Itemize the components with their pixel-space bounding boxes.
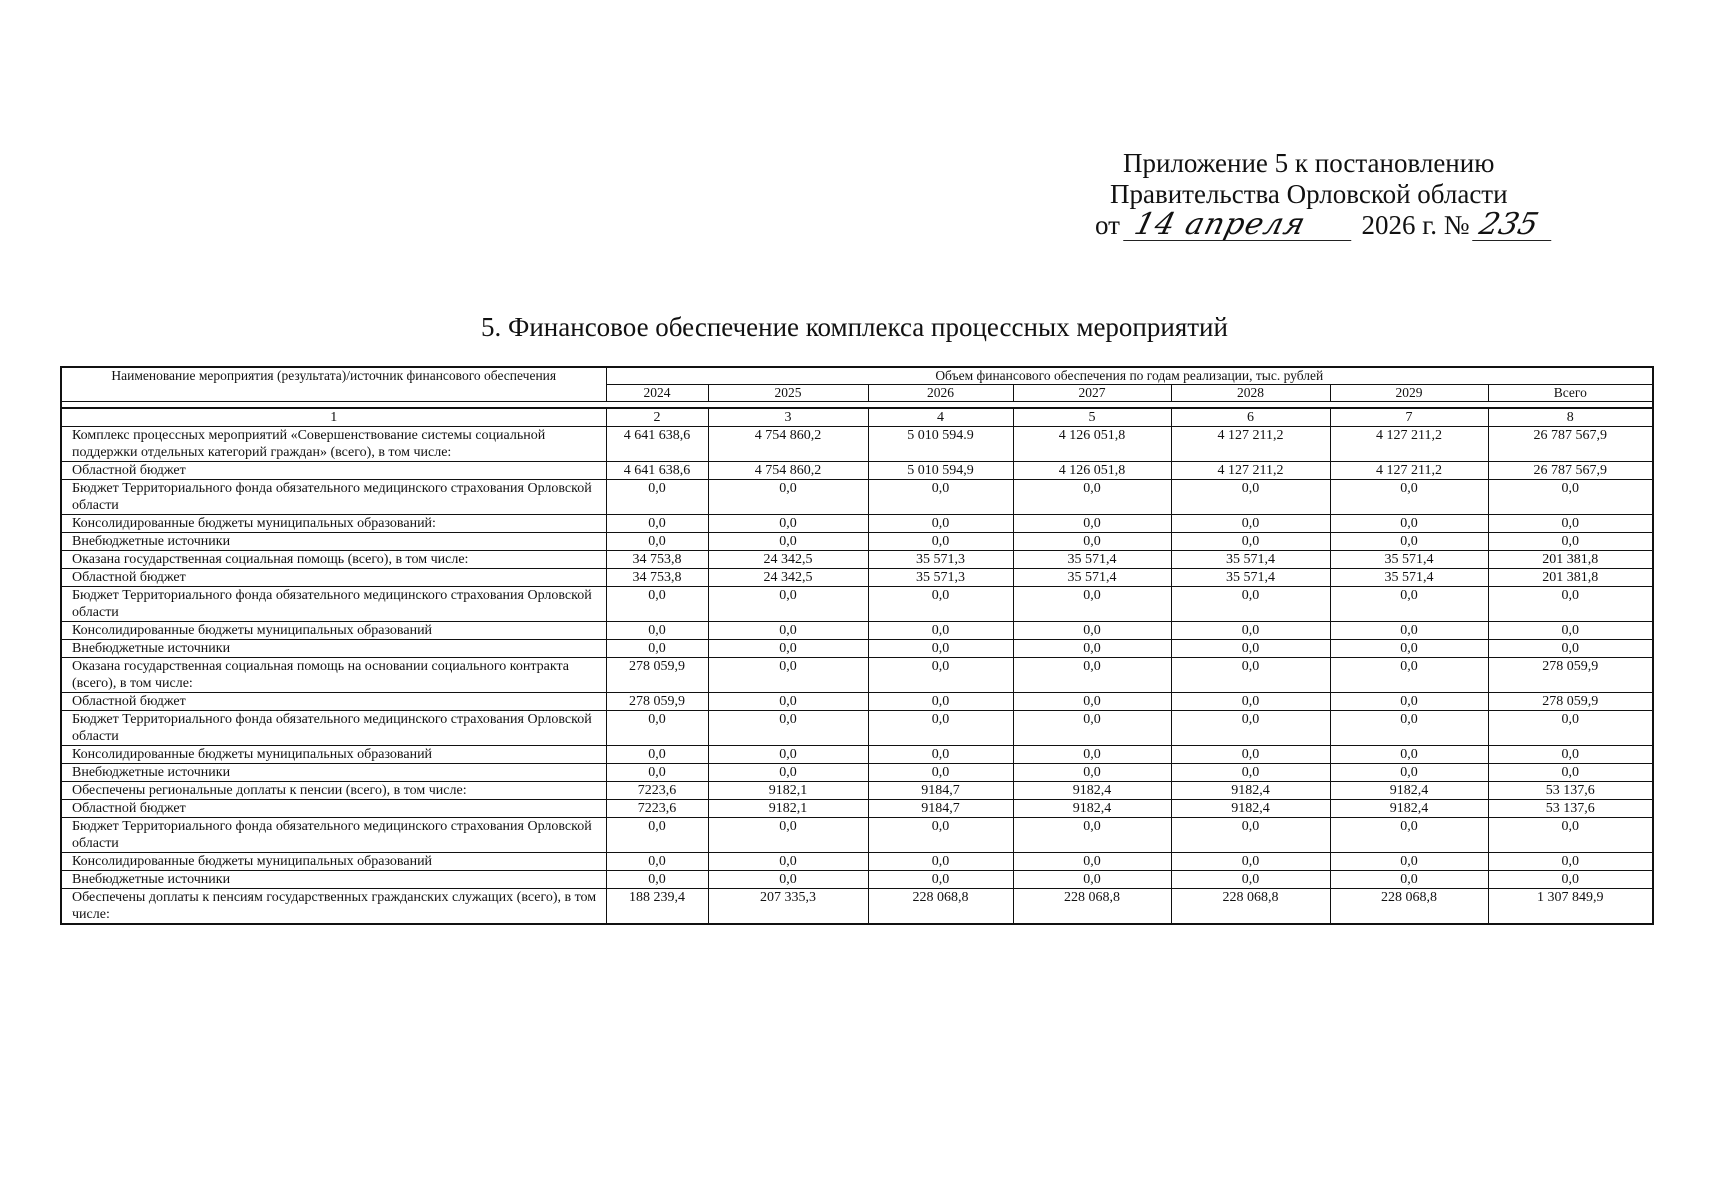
value-cell: 0,0	[606, 622, 708, 640]
table-row	[61, 800, 1653, 818]
value-cell: 0,0	[868, 853, 1013, 871]
value-cell: 9182,4	[1330, 800, 1488, 818]
value-cell: 1 307 849,9	[1488, 889, 1653, 925]
value-cell: 207 335,3	[708, 889, 868, 925]
value-cell: 4 127 211,2	[1171, 462, 1330, 480]
table-row	[61, 658, 1653, 693]
row-name-cell: Областной бюджет	[61, 800, 606, 818]
value-cell: 0,0	[1488, 480, 1653, 515]
value-cell: 4 641 638,6	[606, 462, 708, 480]
value-cell: 0,0	[1488, 746, 1653, 764]
index-cell: 4	[868, 408, 1013, 427]
value-cell: 4 127 211,2	[1171, 427, 1330, 462]
value-cell: 0,0	[606, 640, 708, 658]
table-row	[61, 746, 1653, 764]
table-row	[61, 515, 1653, 533]
row-name-cell: Бюджет Территориального фонда обязательного медицинского страхования Орловской области	[61, 711, 606, 746]
row-name-cell: Комплекс процессных мероприятий «Совершенствование системы социальной поддержки отдельных категорий граждан» (всего), в том числе:	[61, 427, 606, 462]
value-cell: 0,0	[1171, 871, 1330, 889]
value-cell: 0,0	[708, 622, 868, 640]
year-number-label: 2026 г. №	[1361, 210, 1470, 240]
value-cell: 0,0	[606, 480, 708, 515]
table-row	[61, 853, 1653, 871]
value-cell: 0,0	[868, 658, 1013, 693]
row-name-cell: Обеспечены региональные доплаты к пенсии (всего), в том числе:	[61, 782, 606, 800]
value-cell: 0,0	[868, 818, 1013, 853]
value-cell: 0,0	[1488, 640, 1653, 658]
value-cell: 5 010 594.9	[868, 427, 1013, 462]
row-name-cell: Консолидированные бюджеты муниципальных образований	[61, 746, 606, 764]
value-cell: 0,0	[868, 640, 1013, 658]
value-cell: 0,0	[606, 853, 708, 871]
table-row	[61, 480, 1653, 515]
value-cell: 4 127 211,2	[1330, 427, 1488, 462]
value-cell: 0,0	[708, 871, 868, 889]
year-cell: 2027	[1013, 385, 1171, 402]
table-row	[61, 551, 1653, 569]
appendix-block	[1095, 148, 1595, 241]
header-row	[61, 367, 1653, 385]
row-name-cell: Внебюджетные источники	[61, 764, 606, 782]
value-cell: 0,0	[1013, 818, 1171, 853]
value-cell: 0,0	[868, 764, 1013, 782]
column-index-row	[61, 408, 1653, 427]
value-cell: 0,0	[1013, 640, 1171, 658]
value-cell: 188 239,4	[606, 889, 708, 925]
value-cell: 0,0	[708, 853, 868, 871]
table-row	[61, 818, 1653, 853]
value-cell: 0,0	[606, 871, 708, 889]
value-cell: 228 068,8	[1171, 889, 1330, 925]
value-cell: 0,0	[1171, 480, 1330, 515]
value-cell: 4 754 860,2	[708, 462, 868, 480]
value-cell: 35 571,3	[868, 551, 1013, 569]
value-cell: 0,0	[1330, 480, 1488, 515]
value-cell: 7223,6	[606, 800, 708, 818]
value-cell: 0,0	[1488, 711, 1653, 746]
value-cell: 9182,4	[1171, 782, 1330, 800]
value-cell: 9182,4	[1013, 782, 1171, 800]
value-cell: 53 137,6	[1488, 782, 1653, 800]
value-cell: 0,0	[1171, 515, 1330, 533]
appendix-line-1: Приложение 5 к постановлению	[1123, 148, 1495, 178]
value-cell: 0,0	[1330, 587, 1488, 622]
value-cell: 0,0	[1171, 746, 1330, 764]
value-cell: 0,0	[1013, 515, 1171, 533]
value-cell: 0,0	[1013, 693, 1171, 711]
value-cell: 9182,4	[1171, 800, 1330, 818]
table-row	[61, 462, 1653, 480]
value-cell: 35 571,4	[1330, 569, 1488, 587]
value-cell: 7223,6	[606, 782, 708, 800]
value-cell: 278 059,9	[606, 658, 708, 693]
value-cell: 0,0	[708, 658, 868, 693]
value-cell: 0,0	[1330, 622, 1488, 640]
value-cell: 0,0	[708, 587, 868, 622]
row-name-cell: Внебюджетные источники	[61, 871, 606, 889]
row-name-cell: Оказана государственная социальная помощь на основании социального контракта (всего), в том числе:	[61, 658, 606, 693]
value-cell: 0,0	[868, 693, 1013, 711]
appendix-line-2: Правительства Орловской области	[1110, 179, 1508, 209]
table-row	[61, 764, 1653, 782]
value-cell: 24 342,5	[708, 569, 868, 587]
value-cell: 0,0	[1013, 587, 1171, 622]
value-cell: 34 753,8	[606, 569, 708, 587]
value-cell: 0,0	[868, 480, 1013, 515]
value-cell: 35 571,4	[1013, 569, 1171, 587]
index-cell: 8	[1488, 408, 1653, 427]
value-cell: 4 127 211,2	[1330, 462, 1488, 480]
row-name-cell: Областной бюджет	[61, 693, 606, 711]
value-cell: 0,0	[606, 818, 708, 853]
value-cell: 0,0	[868, 515, 1013, 533]
value-cell: 228 068,8	[868, 889, 1013, 925]
value-cell: 0,0	[1488, 622, 1653, 640]
value-cell: 26 787 567,9	[1488, 462, 1653, 480]
year-cell: 2024	[606, 385, 708, 402]
value-cell: 0,0	[868, 533, 1013, 551]
row-name-cell: Консолидированные бюджеты муниципальных образований	[61, 853, 606, 871]
value-cell: 35 571,4	[1171, 569, 1330, 587]
value-cell: 0,0	[868, 587, 1013, 622]
index-cell: 7	[1330, 408, 1488, 427]
row-name-cell: Областной бюджет	[61, 569, 606, 587]
table-row	[61, 622, 1653, 640]
value-cell: 0,0	[868, 871, 1013, 889]
value-cell: 0,0	[1171, 533, 1330, 551]
year-cell: Всего	[1488, 385, 1653, 402]
value-cell: 0,0	[708, 711, 868, 746]
value-cell: 0,0	[868, 711, 1013, 746]
index-cell: 5	[1013, 408, 1171, 427]
year-cell: 2028	[1171, 385, 1330, 402]
value-cell: 0,0	[1171, 693, 1330, 711]
row-name-cell: Консолидированные бюджеты муниципальных образований:	[61, 515, 606, 533]
row-name-cell: Бюджет Территориального фонда обязательного медицинского страхования Орловской области	[61, 480, 606, 515]
value-cell: 0,0	[1330, 693, 1488, 711]
value-cell: 9182,1	[708, 782, 868, 800]
value-cell: 0,0	[708, 693, 868, 711]
value-cell: 34 753,8	[606, 551, 708, 569]
year-cell: 2026	[868, 385, 1013, 402]
value-cell: 0,0	[1013, 871, 1171, 889]
value-cell: 0,0	[708, 764, 868, 782]
value-cell: 0,0	[708, 533, 868, 551]
value-cell: 0,0	[1330, 853, 1488, 871]
index-cell: 6	[1171, 408, 1330, 427]
value-cell: 0,0	[1171, 658, 1330, 693]
value-cell: 4 126 051,8	[1013, 427, 1171, 462]
value-cell: 0,0	[1330, 764, 1488, 782]
value-cell: 0,0	[1013, 622, 1171, 640]
index-cell: 3	[708, 408, 868, 427]
index-cell: 2	[606, 408, 708, 427]
value-cell: 0,0	[1171, 764, 1330, 782]
value-cell: 9182,1	[708, 800, 868, 818]
value-cell: 0,0	[1171, 711, 1330, 746]
value-cell: 9184,7	[868, 800, 1013, 818]
value-cell: 201 381,8	[1488, 551, 1653, 569]
year-cell: 2029	[1330, 385, 1488, 402]
table-row	[61, 693, 1653, 711]
value-cell: 4 126 051,8	[1013, 462, 1171, 480]
value-cell: 0,0	[708, 640, 868, 658]
value-cell: 0,0	[1330, 658, 1488, 693]
value-cell: 0,0	[1013, 480, 1171, 515]
table-row	[61, 871, 1653, 889]
table-row	[61, 533, 1653, 551]
value-cell: 35 571,4	[1330, 551, 1488, 569]
table-row	[61, 889, 1653, 925]
value-cell: 0,0	[708, 818, 868, 853]
value-cell: 0,0	[1330, 871, 1488, 889]
value-cell: 201 381,8	[1488, 569, 1653, 587]
value-cell: 0,0	[606, 746, 708, 764]
row-name-cell: Обеспечены доплаты к пенсиям государственных гражданских служащих (всего), в том числе:	[61, 889, 606, 925]
document-title: 5. Финансовое обеспечение комплекса процессных мероприятий	[481, 312, 1228, 342]
header-name-cell: Наименование мероприятия (результата)/источник финансового обеспечения	[61, 367, 606, 402]
value-cell: 0,0	[708, 480, 868, 515]
handwritten-date: 14 апреля	[1123, 210, 1359, 241]
value-cell: 0,0	[606, 587, 708, 622]
row-name-cell: Бюджет Территориального фонда обязательного медицинского страхования Орловской области	[61, 587, 606, 622]
row-name-cell: Бюджет Территориального фонда обязательного медицинского страхования Орловской области	[61, 818, 606, 853]
header-volume-cell: Объем финансового обеспечения по годам реализации, тыс. рублей	[606, 367, 1653, 385]
value-cell: 0,0	[1488, 818, 1653, 853]
value-cell: 0,0	[1488, 515, 1653, 533]
value-cell: 24 342,5	[708, 551, 868, 569]
value-cell: 0,0	[1488, 871, 1653, 889]
value-cell: 0,0	[606, 711, 708, 746]
value-cell: 0,0	[1171, 587, 1330, 622]
value-cell: 26 787 567,9	[1488, 427, 1653, 462]
value-cell: 35 571,3	[868, 569, 1013, 587]
row-name-cell: Внебюджетные источники	[61, 533, 606, 551]
value-cell: 0,0	[1171, 818, 1330, 853]
value-cell: 0,0	[1013, 746, 1171, 764]
value-cell: 278 059,9	[1488, 693, 1653, 711]
value-cell: 0,0	[1330, 711, 1488, 746]
value-cell: 0,0	[708, 746, 868, 764]
value-cell: 9184,7	[868, 782, 1013, 800]
value-cell: 0,0	[606, 764, 708, 782]
value-cell: 0,0	[1171, 622, 1330, 640]
value-cell: 0,0	[868, 746, 1013, 764]
value-cell: 0,0	[1330, 533, 1488, 551]
value-cell: 0,0	[606, 533, 708, 551]
value-cell: 0,0	[1330, 746, 1488, 764]
table-row	[61, 587, 1653, 622]
value-cell: 0,0	[1330, 515, 1488, 533]
value-cell: 9182,4	[1013, 800, 1171, 818]
value-cell: 278 059,9	[606, 693, 708, 711]
value-cell: 0,0	[1013, 764, 1171, 782]
date-prefix: от	[1095, 210, 1120, 240]
financing-table	[60, 366, 1654, 925]
value-cell: 0,0	[708, 515, 868, 533]
table-row	[61, 427, 1653, 462]
value-cell: 35 571,4	[1171, 551, 1330, 569]
value-cell: 9182,4	[1330, 782, 1488, 800]
table-row	[61, 782, 1653, 800]
value-cell: 0,0	[1488, 764, 1653, 782]
value-cell: 53 137,6	[1488, 800, 1653, 818]
value-cell: 0,0	[606, 515, 708, 533]
handwritten-number: 235	[1472, 210, 1559, 241]
row-name-cell: Внебюджетные источники	[61, 640, 606, 658]
value-cell: 0,0	[1488, 853, 1653, 871]
value-cell: 0,0	[1171, 853, 1330, 871]
index-cell: 1	[61, 408, 606, 427]
value-cell: 4 641 638,6	[606, 427, 708, 462]
value-cell: 0,0	[1171, 640, 1330, 658]
value-cell: 0,0	[868, 622, 1013, 640]
value-cell: 0,0	[1013, 533, 1171, 551]
table-row	[61, 640, 1653, 658]
value-cell: 0,0	[1488, 533, 1653, 551]
value-cell: 228 068,8	[1330, 889, 1488, 925]
value-cell: 0,0	[1013, 853, 1171, 871]
value-cell: 0,0	[1013, 711, 1171, 746]
value-cell: 228 068,8	[1013, 889, 1171, 925]
value-cell: 278 059,9	[1488, 658, 1653, 693]
value-cell: 5 010 594,9	[868, 462, 1013, 480]
value-cell: 4 754 860,2	[708, 427, 868, 462]
value-cell: 0,0	[1330, 818, 1488, 853]
row-name-cell: Областной бюджет	[61, 462, 606, 480]
value-cell: 0,0	[1330, 640, 1488, 658]
table-row	[61, 711, 1653, 746]
table-row	[61, 569, 1653, 587]
year-cell: 2025	[708, 385, 868, 402]
row-name-cell: Оказана государственная социальная помощь (всего), в том числе:	[61, 551, 606, 569]
value-cell: 0,0	[1488, 587, 1653, 622]
appendix-date-line	[1095, 207, 1595, 242]
value-cell: 35 571,4	[1013, 551, 1171, 569]
row-name-cell: Консолидированные бюджеты муниципальных образований	[61, 622, 606, 640]
value-cell: 0,0	[1013, 658, 1171, 693]
